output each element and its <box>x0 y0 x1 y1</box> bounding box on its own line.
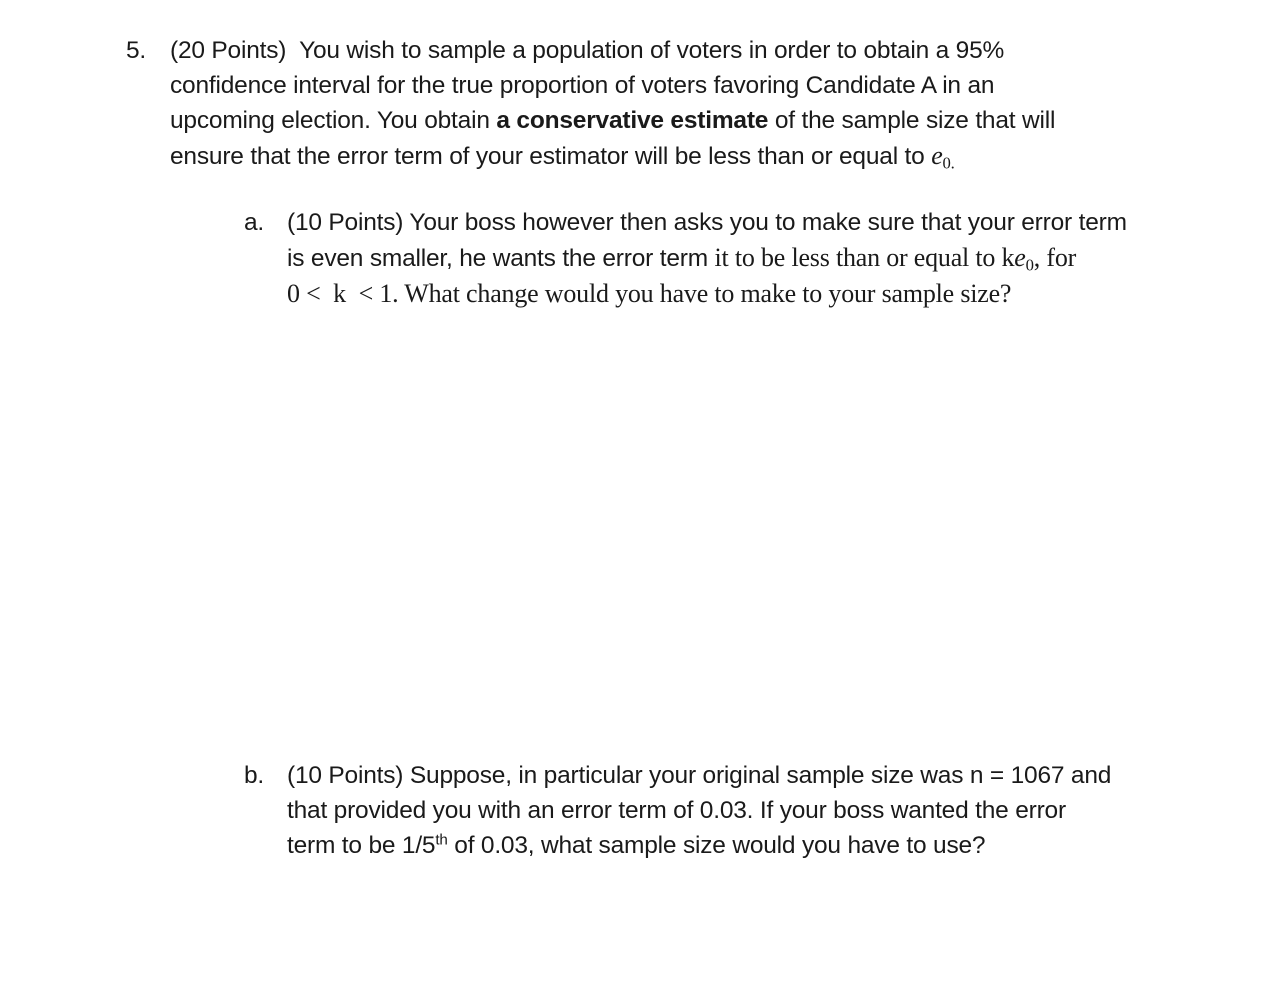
part-b-line-1 <box>244 758 1224 793</box>
part-a-text-2a: is even smaller, he wants the error term <box>287 245 715 272</box>
part-b-line-3 <box>244 828 1224 863</box>
part-a <box>244 205 1224 312</box>
question-text-1: You wish to sample a population of voters in order to obtain a 95% <box>299 37 1005 64</box>
question-text-3a: upcoming election. You obtain <box>170 107 497 134</box>
math-e: e <box>1014 243 1026 272</box>
math-subscript-zero: 0 <box>1025 255 1034 275</box>
part-b-text-3b: of 0.03, what sample size would you have to use? <box>447 832 986 859</box>
question-text-4: ensure that the error term of your estimator will be less than or equal to <box>170 143 932 170</box>
part-b-line-2 <box>244 793 1224 828</box>
part-a-line-3 <box>244 276 1224 312</box>
math-e: e <box>931 141 943 170</box>
part-b-label: b. <box>244 762 265 789</box>
question-line-2 <box>126 68 1206 103</box>
part-a-line-2 <box>244 240 1224 276</box>
part-b-text-2: that provided you with an error term of 0.03. If your boss wanted the error <box>287 797 1066 824</box>
math-subscript-zero: 0. <box>942 153 955 173</box>
part-a-text-2b: it to be less than or equal to k <box>714 243 1015 272</box>
question-5 <box>126 33 1206 174</box>
question-points: (20 Points) <box>170 37 287 64</box>
question-line-3 <box>126 103 1206 138</box>
part-a-text-3: 0 < k < 1. What change would you have to make to your sample size? <box>287 279 1012 308</box>
part-b-text-1: (10 Points) Suppose, in particular your original sample size was n = 1067 and <box>287 762 1112 789</box>
part-a-label: a. <box>244 209 265 236</box>
part-a-text-1: (10 Points) Your boss however then asks you to make sure that your error term <box>287 209 1127 236</box>
superscript-th: th <box>435 831 448 849</box>
part-b-text-3a: term to be 1/5 <box>287 832 436 859</box>
question-number: 5. <box>126 37 147 64</box>
question-text-2: confidence interval for the true proportion of voters favoring Candidate A in an <box>170 72 995 99</box>
part-a-line-1 <box>244 205 1224 240</box>
question-line-1 <box>126 33 1206 68</box>
question-text-3b: of the sample size that will <box>768 107 1056 134</box>
part-b <box>244 758 1224 863</box>
part-a-text-2c: , for <box>1033 243 1077 272</box>
emphasis-conservative-estimate: a conservative estimate <box>496 107 769 134</box>
question-line-4 <box>126 138 1206 174</box>
